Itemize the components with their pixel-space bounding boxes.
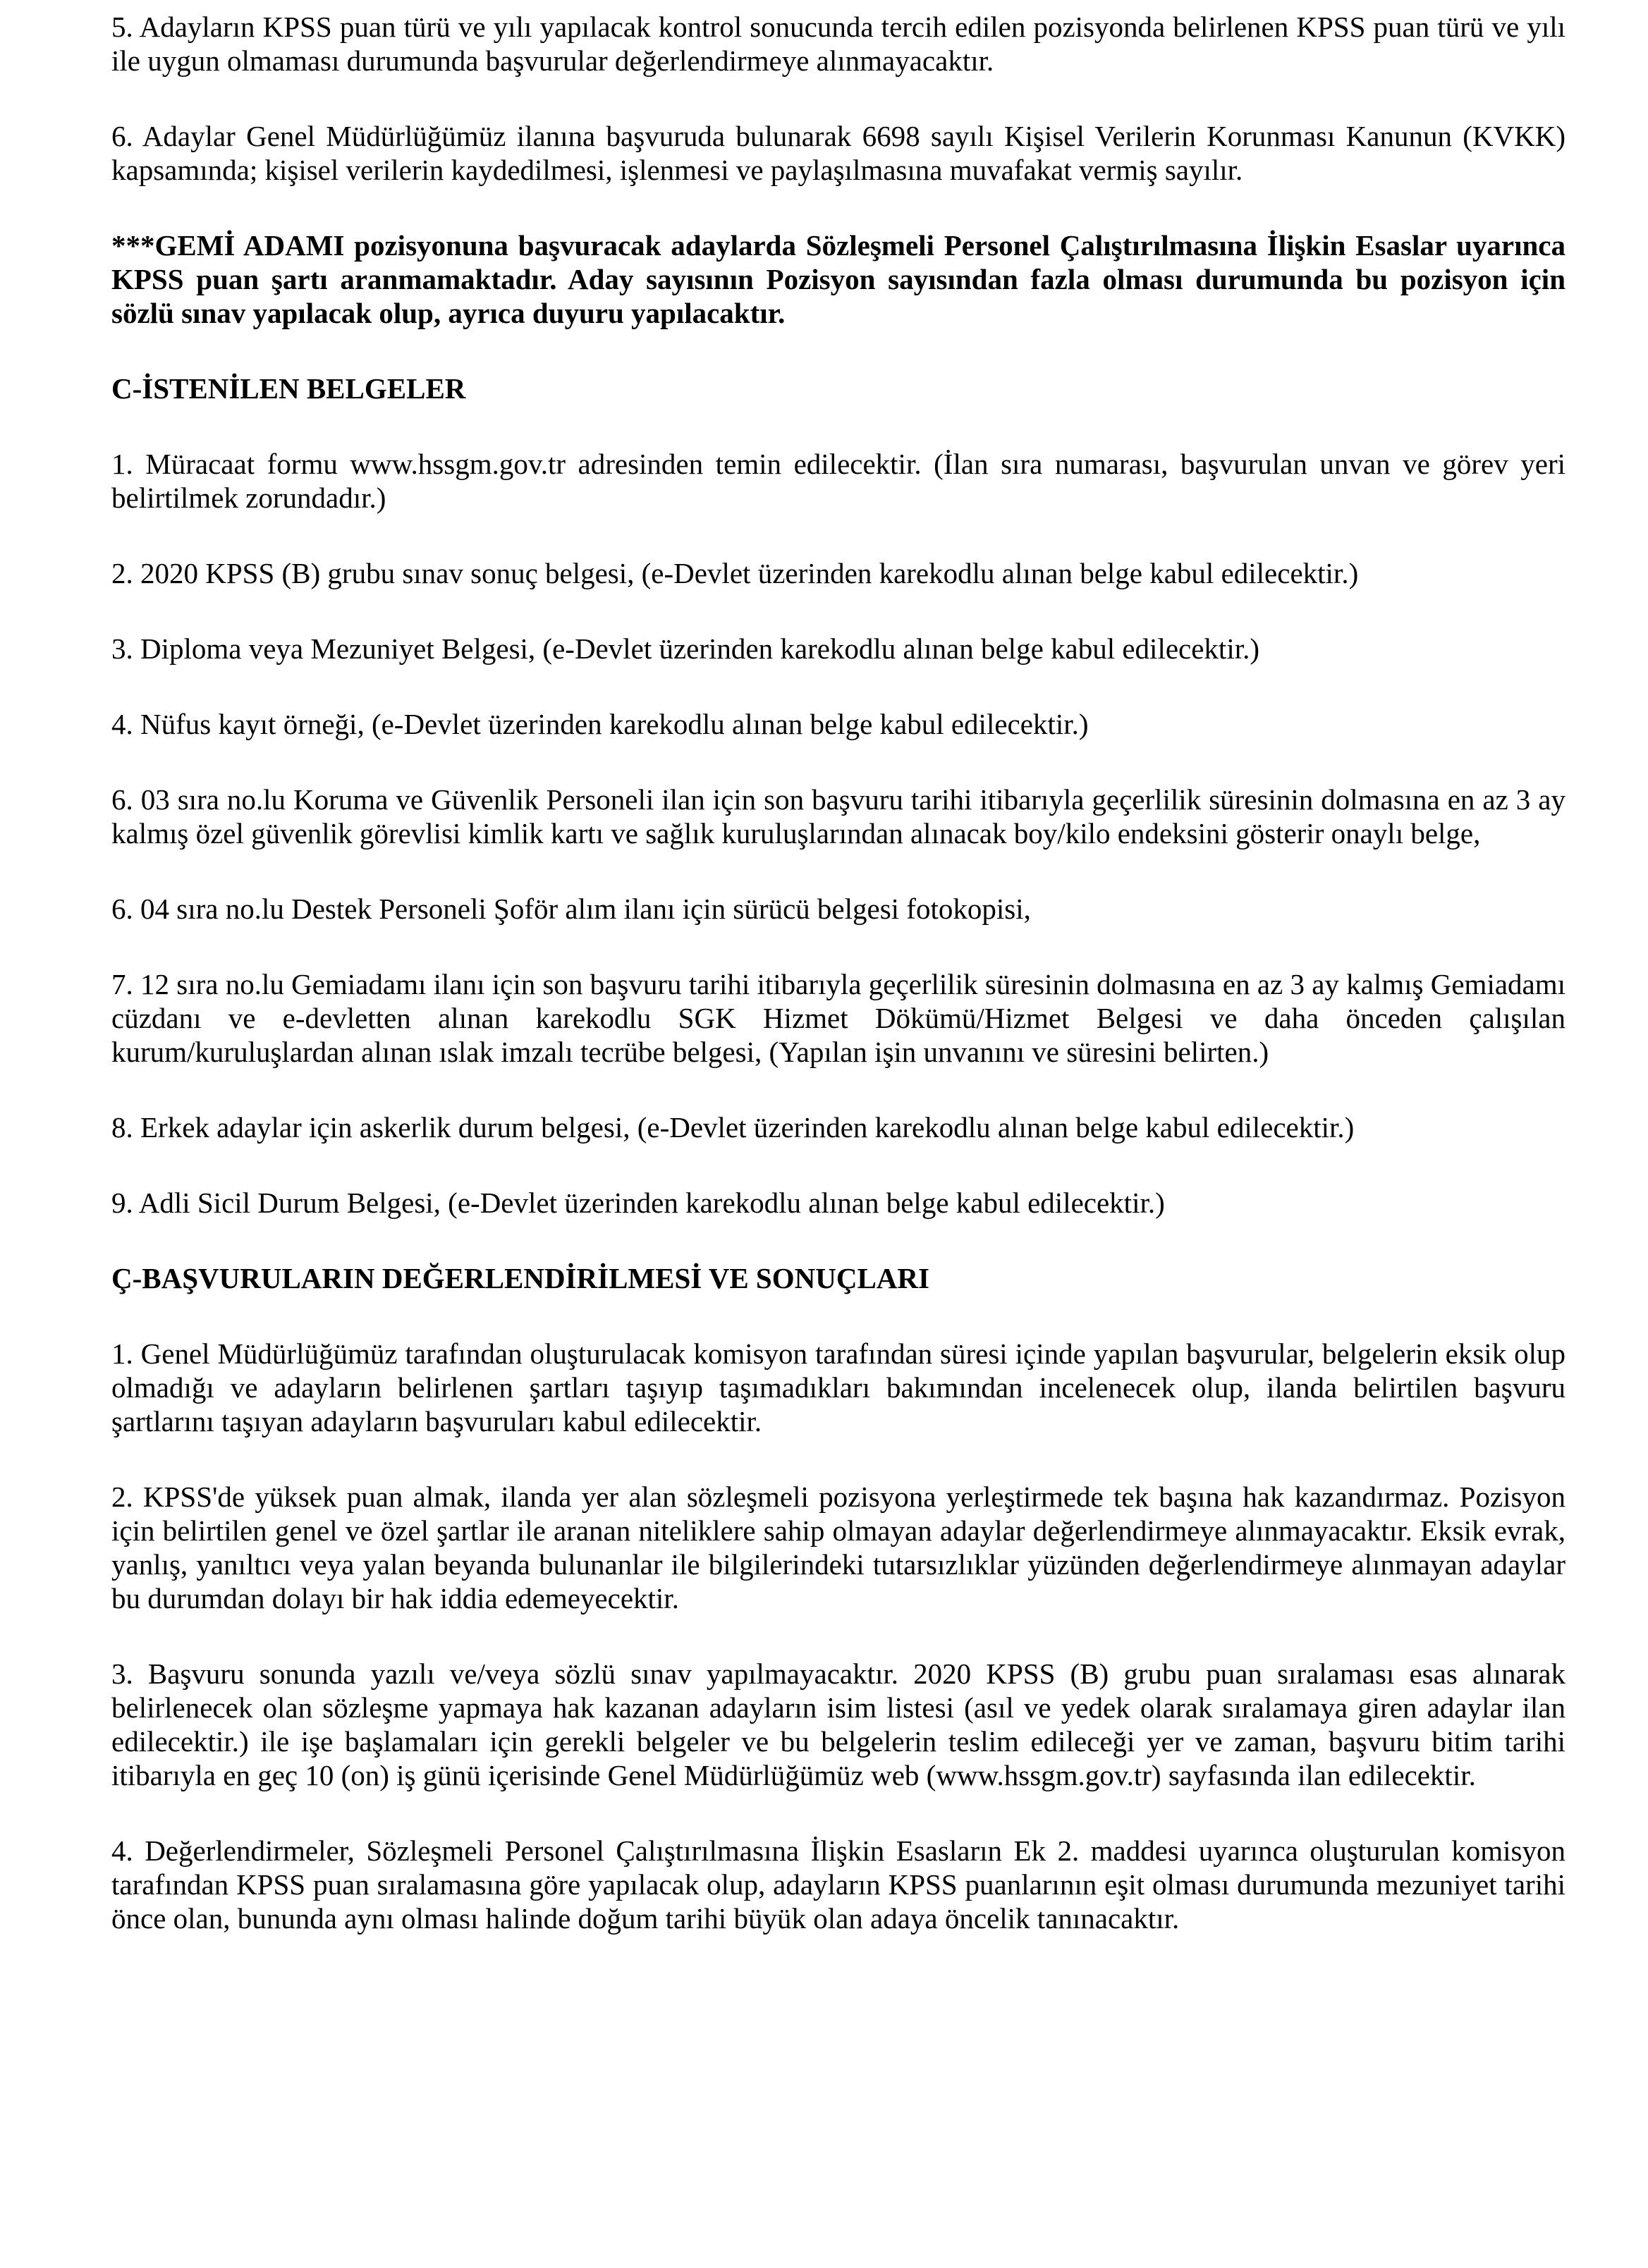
required-doc-3: 3. Diploma veya Mezuniyet Belgesi, (e-Devlet üzerinden karekodlu alınan belge kabul edilecektir.) xyxy=(111,632,1260,665)
required-doc-1: 1. Müracaat formu www.hssgm.gov.tr adresinden temin edilecektir. (İlan sıra numarası, başvurulan unvan ve görev yeri belirtilmek zorundadır.) xyxy=(111,448,1565,514)
evaluation-item-4: 4. Değerlendirmeler, Sözleşmeli Personel Çalıştırılmasına İlişkin Esasların Ek 2. maddesi uyarınca oluşturulan komisyon tarafından KPSS puan sıralamasına göre yapılacak olup, adayların KPSS puanlarının eşit olması durumunda mezuniyet tarihi önce olan, bununda aynı olması halinde doğum tarihi büyük olan adaya öncelik tanınacaktır. xyxy=(111,1834,1565,1935)
gemi-adami-note: ***GEMİ ADAMI pozisyonuna başvuracak adaylarda Sözleşmeli Personel Çalıştırılmasına İlişkin Esaslar uyarınca KPSS puan şartı aranmamaktadır. Aday sayısının Pozisyon sayısından fazla olması durumunda bu pozisyon için sözlü sınav yapılacak olup, ayrıca duyuru yapılacaktır. xyxy=(111,229,1565,329)
required-doc-6b: 6. 04 sıra no.lu Destek Personeli Şoför alım ilanı için sürücü belgesi fotokopisi, xyxy=(111,893,1031,925)
document-page xyxy=(111,10,1565,1977)
evaluation-item-3: 3. Başvuru sonunda yazılı ve/veya sözlü sınav yapılmayacaktır. 2020 KPSS (B) grubu puan sıralaması esas alınarak belirlenecek olan sözleşme yapmaya hak kazanan adayların isim listesi (asıl ve yedek olarak sıralamaya giren adaylar ilan edilecektir.) ile işe başlamaları için gerekli belgeler ve bu belgelerin teslim edileceği yer ve zaman, başvuru bitim tarihi itibarıyla en geç 10 (on) iş günü içerisinde Genel Müdürlüğümüz web (www.hssgm.gov.tr) sayfasında ilan edilecektir. xyxy=(111,1657,1565,1791)
section-c-cedilla-heading: Ç-BAŞVURULARIN DEĞERLENDİRİLMESİ VE SONUÇLARI xyxy=(111,1262,929,1294)
evaluation-item-2: 2. KPSS'de yüksek puan almak, ilanda yer alan sözleşmeli pozisyona yerleştirmede tek başına hak kazandırmaz. Pozisyon için belirtilen genel ve özel şartlar ile aranan niteliklere sahip olmayan adaylar değerlendirmeye alınmayacaktır. Eksik evrak, yanlış, yanıltıcı veya yalan beyanda bulunanlar ile bilgilerindeki tutarsızlıklar yüzünden değerlendirmeye alınmayan adaylar bu durumdan dolayı bir hak iddia edemeyecektir. xyxy=(111,1481,1565,1614)
required-doc-2: 2. 2020 KPSS (B) grubu sınav sonuç belgesi, (e-Devlet üzerinden karekodlu alınan belge kabul edilecektir.) xyxy=(111,557,1359,589)
required-doc-9: 9. Adli Sicil Durum Belgesi, (e-Devlet üzerinden karekodlu alınan belge kabul edilecektir.) xyxy=(111,1187,1165,1219)
paragraph-b5: 5. Adayların KPSS puan türü ve yılı yapılacak kontrol sonucunda tercih edilen pozisyonda belirlenen KPSS puan türü ve yılı ile uygun olmaması durumunda başvurular değerlendirmeye alınmayacaktır. xyxy=(111,11,1565,77)
evaluation-item-1: 1. Genel Müdürlüğümüz tarafından oluşturulacak komisyon tarafından süresi içinde yapılan başvurular, belgelerin eksik olup olmadığı ve adayların belirlenen şartları taşıyıp taşımadıkları bakımından incelenecek olup, ilanda belirtilen başvuru şartlarını taşıyan adayların başvuruları kabul edilecektir. xyxy=(111,1337,1565,1438)
required-doc-6a: 6. 03 sıra no.lu Koruma ve Güvenlik Personeli ilan için son başvuru tarihi itibarıyla geçerlilik süresinin dolmasına en az 3 ay kalmış özel güvenlik görevlisi kimlik kartı ve sağlık kuruluşlarından alınacak boy/kilo endeksini gösterir onaylı belge, xyxy=(111,783,1565,850)
required-doc-4: 4. Nüfus kayıt örneği, (e-Devlet üzerinden karekodlu alınan belge kabul edilecektir.) xyxy=(111,708,1089,740)
required-doc-8: 8. Erkek adaylar için askerlik durum belgesi, (e-Devlet üzerinden karekodlu alınan belge kabul edilecektir.) xyxy=(111,1111,1355,1144)
paragraph-b6: 6. Adaylar Genel Müdürlüğümüz ilanına başvuruda bulunarak 6698 sayılı Kişisel Verilerin Korunması Kanunun (KVKK) kapsamında; kişisel verilerin kaydedilmesi, işlenmesi ve paylaşılmasına muvafakat vermiş sayılır. xyxy=(111,120,1565,186)
required-doc-7: 7. 12 sıra no.lu Gemiadamı ilanı için son başvuru tarihi itibarıyla geçerlilik süresinin dolmasına en az 3 ay kalmış Gemiadamı cüzdanı ve e-devletten alınan karekodlu SGK Hizmet Dökümü/Hizmet Belgesi ve daha önceden çalışılan kurum/kuruluşlardan alınan ıslak imzalı tecrübe belgesi, (Yapılan işin unvanını ve süresini belirten.) xyxy=(111,968,1566,1068)
section-c-heading: C-İSTENİLEN BELGELER xyxy=(111,372,466,405)
